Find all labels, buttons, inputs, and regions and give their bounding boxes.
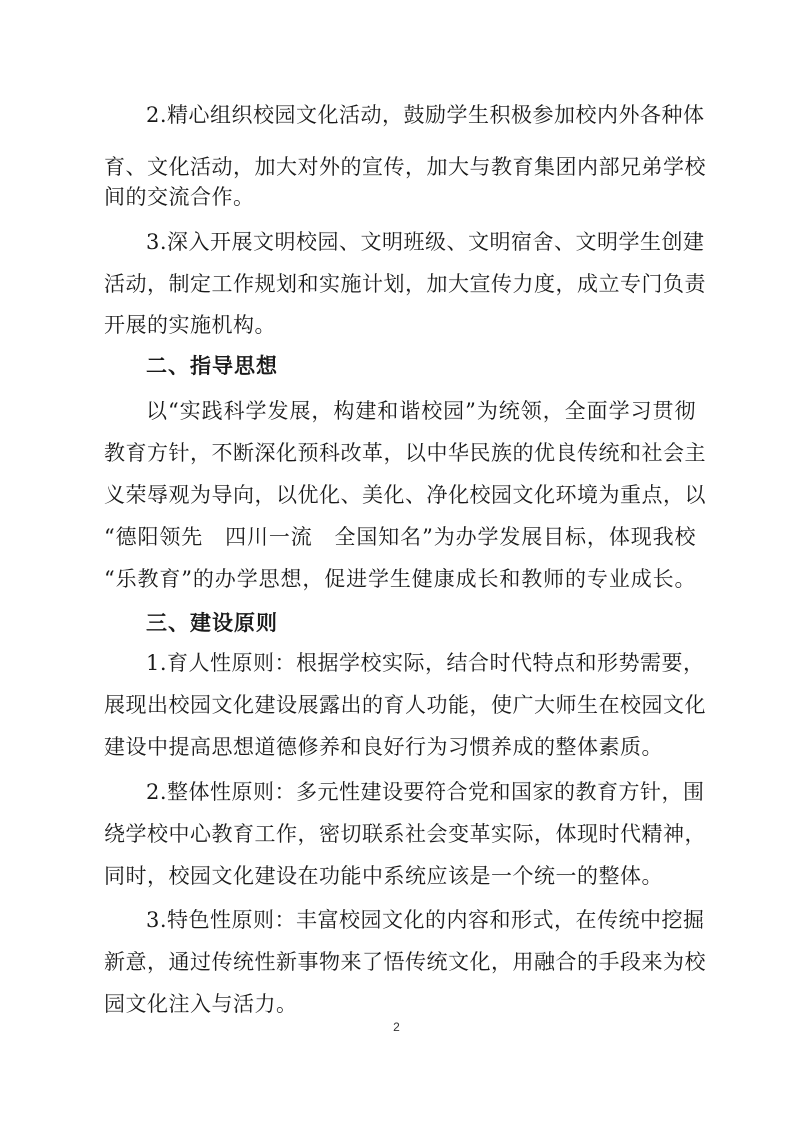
paragraph-line: “德阳领先 四川一流 全国知名”为办学发展目标，体现我校 — [104, 525, 696, 549]
page-number: 2 — [393, 1020, 400, 1034]
paragraph-line: 新意，通过传统性新事物来了悟传统文化，用融合的手段来为校 — [104, 950, 706, 974]
paragraph-line: 展现出校园文化建设展露出的育人功能，使广大师生在校园文化 — [104, 693, 706, 717]
paragraph-line: 开展的实施机构。 — [104, 313, 276, 337]
paragraph-line: 3.特色性原则：丰富校园文化的内容和形式，在传统中挖掘 — [146, 908, 705, 932]
paragraph-line: “乐教育”的办学思想，促进学生健康成长和教师的专业成长。 — [104, 567, 696, 591]
section-heading: 三、建设原则 — [146, 611, 278, 635]
paragraph-line: 2.精心组织校园文化活动，鼓励学生积极参加校内外各种体 — [146, 103, 705, 127]
paragraph-line: 以“实践科学发展，构建和谐校园”为统领，全面学习贯彻 — [146, 399, 696, 423]
paragraph-line: 建设中提高思想道德修养和良好行为习惯养成的整体素质。 — [104, 735, 663, 759]
paragraph-line: 2.整体性原则：多元性建设要符合党和国家的教育方针，围 — [146, 780, 705, 804]
paragraph-line: 间的交流合作。 — [104, 185, 255, 209]
paragraph-line: 同时，校园文化建设在功能中系统应该是一个统一的整体。 — [104, 864, 663, 888]
section-heading: 二、指导思想 — [146, 354, 278, 378]
paragraph-line: 园文化注入与活力。 — [104, 992, 298, 1016]
paragraph-line: 教育方针，不断深化预科改革，以中华民族的优良传统和社会主 — [104, 441, 706, 465]
paragraph-line: 3.深入开展文明校园、文明班级、文明宿舍、文明学生创建 — [146, 230, 705, 254]
paragraph-line: 1.育人性原则：根据学校实际，结合时代特点和形势需要， — [146, 651, 705, 675]
paragraph-line: 活动，制定工作规划和实施计划，加大宣传力度，成立专门负责 — [104, 272, 706, 296]
paragraph-line: 育、文化活动，加大对外的宣传，加大与教育集团内部兄弟学校 — [104, 155, 706, 179]
paragraph-line: 义荣辱观为导向，以优化、美化、净化校园文化环境为重点，以 — [104, 483, 706, 507]
paragraph-line: 绕学校中心教育工作，密切联系社会变革实际，体现时代精神， — [104, 822, 706, 846]
